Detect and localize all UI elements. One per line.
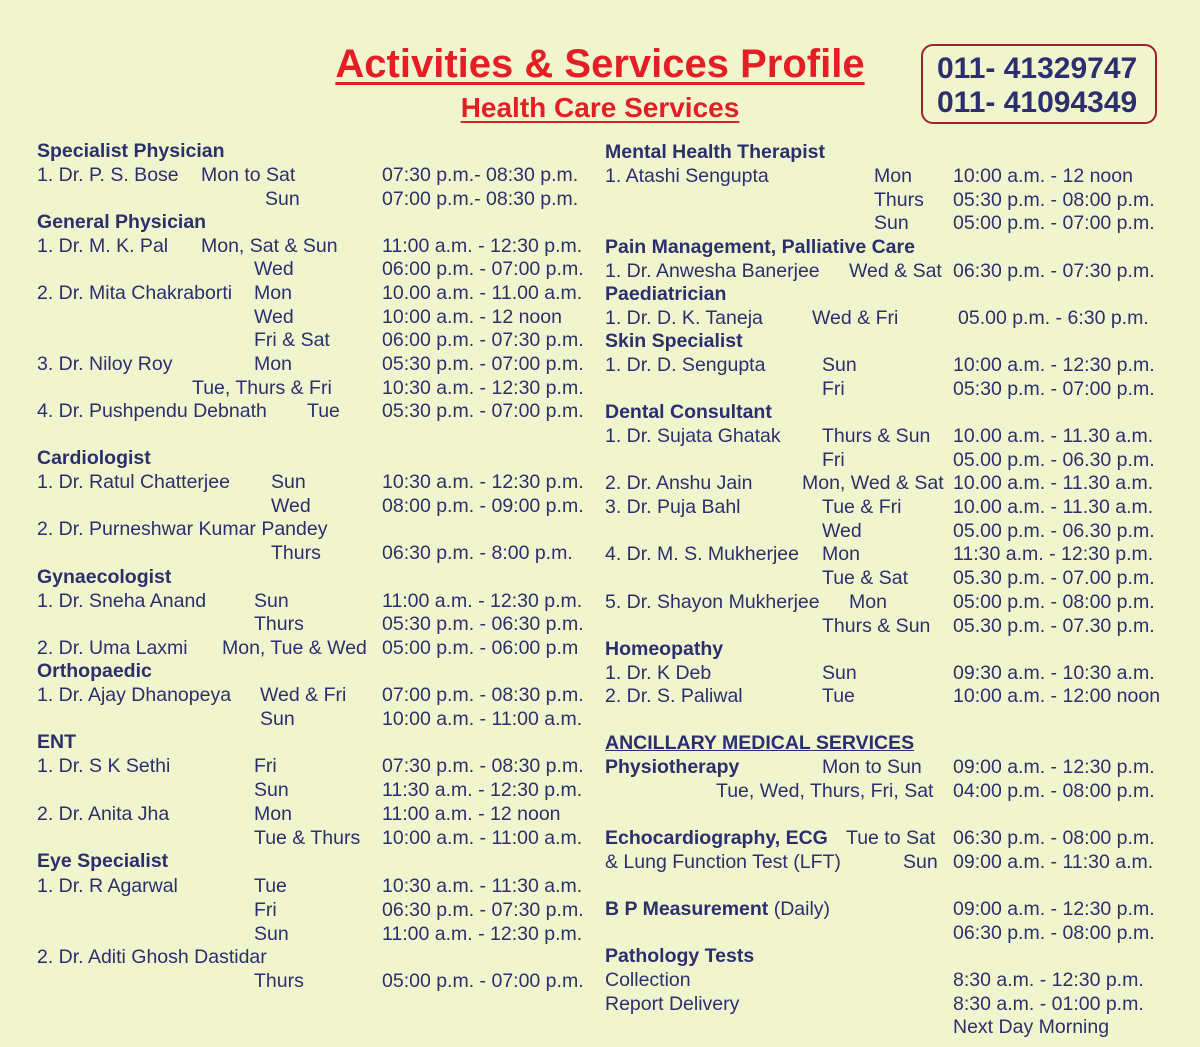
schedule-time: 10:00 a.m. - 11:00 a.m. [382, 708, 583, 730]
schedule-time: 05.30 p.m. - 07.30 p.m. [953, 615, 1155, 637]
schedule-day: Fri [822, 449, 845, 471]
doctor-name: 2. Dr. Uma Laxmi [37, 637, 188, 659]
schedule-time: 10:00 a.m. - 12 noon [953, 165, 1133, 187]
doctor-name: 1. Dr. S K Sethi [37, 755, 171, 777]
schedule-time: 10.00 a.m. - 11.00 a.m. [382, 282, 583, 304]
schedule-time: 10.00 a.m. - 11.30 a.m. [953, 472, 1154, 494]
section-heading: Eye Specialist [37, 850, 169, 872]
schedule-time: 08:00 p.m. - 09:00 p.m. [382, 495, 584, 517]
schedule-time: 07:30 p.m.- 08:30 p.m. [382, 164, 579, 186]
doctor-name: 1. Dr. Anwesha Banerjee [605, 260, 820, 282]
section-heading: General Physician [37, 211, 207, 233]
schedule-day: Tue & Thurs [254, 827, 361, 849]
schedule-time: 09:00 a.m. - 12:30 p.m. [953, 756, 1155, 778]
schedule-time: 06:30 p.m. - 07:30 p.m. [382, 899, 584, 921]
doctor-name: 1. Dr. Sneha Anand [37, 590, 207, 612]
section-heading: Paediatrician [605, 283, 727, 305]
schedule-day: Mon to Sat [201, 164, 296, 186]
schedule-time: 8:30 a.m. - 01:00 p.m. [953, 993, 1144, 1015]
schedule-day: Sun [254, 590, 289, 612]
doctor-name: 1. Dr. Sujata Ghatak [605, 425, 781, 447]
schedule-time: 07:30 p.m. - 08:30 p.m. [382, 755, 584, 777]
schedule-day: Mon [254, 803, 292, 825]
schedule-time: 06:30 p.m. - 08:00 p.m. [953, 922, 1155, 944]
schedule-time: 10:00 a.m. - 12:00 noon [953, 685, 1161, 707]
schedule-day: Tue [254, 875, 287, 897]
schedule-time: 05:30 p.m. - 07:00 p.m. [953, 378, 1155, 400]
doctor-name: 2. Dr. S. Paliwal [605, 685, 743, 707]
schedule-time: 07:00 p.m.- 08:30 p.m. [382, 188, 579, 210]
ancillary-heading: ANCILLARY MEDICAL SERVICES [605, 732, 915, 754]
section-heading: Orthopaedic [37, 660, 152, 682]
schedule-time: 05:30 p.m. - 07:00 p.m. [382, 400, 584, 422]
schedule-day: Thurs & Sun [822, 615, 931, 637]
schedule-time: 06:30 p.m. - 08:00 p.m. [953, 827, 1155, 849]
schedule-day: Sun [822, 662, 857, 684]
section-heading: Gynaecologist [37, 566, 172, 588]
doctor-name: 4. Dr. Pushpendu Debnath [37, 400, 267, 422]
schedule-day: Wed & Fri [260, 684, 347, 706]
schedule-time: 05:30 p.m. - 08:00 p.m. [953, 189, 1155, 211]
schedule-time: 10:00 a.m. - 12 noon [382, 306, 562, 328]
schedule-time: 05:00 p.m. - 07:00 p.m. [953, 212, 1155, 234]
doctor-name: 1. Dr. K Deb [605, 662, 712, 684]
schedule-time: 10:30 a.m. - 11:30 a.m. [382, 875, 583, 897]
schedule-time: 10:30 a.m. - 12:30 p.m. [382, 471, 584, 493]
schedule-day: Sun [271, 471, 306, 493]
schedule-time: 10.00 a.m. - 11.30 a.m. [953, 496, 1154, 518]
schedule-time: 05:30 p.m. - 06:30 p.m. [382, 613, 584, 635]
doctor-name: 4. Dr. M. S. Mukherjee [605, 543, 799, 565]
schedule-day: Mon [254, 282, 292, 304]
schedule-time: 11:00 a.m. - 12 noon [382, 803, 561, 825]
schedule-day: Thurs [874, 189, 924, 211]
page-title: Activities & Services Profile [335, 42, 865, 86]
phone-number-2: 011- 41094349 [937, 86, 1138, 119]
doctor-name: 2. Dr. Mita Chakraborti [37, 282, 233, 304]
schedule-day: Fri [254, 755, 277, 777]
schedule-day: Mon to Sun [822, 756, 922, 778]
doctor-name: 1. Dr. M. K. Pal [37, 235, 169, 257]
schedule-time: 06:30 p.m. - 07:30 p.m. [953, 260, 1155, 282]
service-label: Echocardiography, ECG [605, 827, 828, 849]
doctor-name: 3. Dr. Niloy Roy [37, 353, 173, 375]
schedule-time: 09:00 a.m. - 11:30 a.m. [953, 851, 1154, 873]
schedule-day: Tue [822, 685, 855, 707]
schedule-day: Tue to Sat [846, 827, 936, 849]
schedule-day: Wed [271, 495, 311, 517]
schedule-day: Thurs & Sun [822, 425, 931, 447]
doctor-name: 2. Dr. Purneshwar Kumar Pandey [37, 518, 328, 540]
schedule-day: Tue, Thurs & Fri [192, 377, 332, 399]
service-label: Physiotherapy [605, 756, 740, 778]
schedule-day: Tue & Fri [822, 496, 902, 518]
schedule-time: 05.00 p.m. - 06.30 p.m. [953, 449, 1155, 471]
schedule-time: 07:00 p.m. - 08:30 p.m. [382, 684, 584, 706]
schedule-day: Tue & Sat [822, 567, 908, 589]
doctor-name: 2. Dr. Anita Jha [37, 803, 170, 825]
schedule-day: Fri & Sat [254, 329, 330, 351]
schedule-day: Wed & Sat [849, 260, 942, 282]
section-heading: Dental Consultant [605, 401, 772, 423]
bp-label: B P Measurement [605, 898, 769, 920]
schedule-time: 10:00 a.m. - 11:00 a.m. [382, 827, 583, 849]
service-label [605, 900, 830, 920]
schedule-day: Mon, Sat & Sun [201, 235, 338, 257]
schedule-time: 05:30 p.m. - 07:00 p.m. [382, 353, 584, 375]
schedule-day: Tue, Wed, Thurs, Fri, Sat [716, 780, 934, 802]
service-label: & Lung Function Test (LFT) [605, 851, 841, 873]
schedule-day: Sun [874, 212, 909, 234]
doctor-name: 1. Dr. D. Sengupta [605, 354, 766, 376]
schedule-time: 11:30 a.m. - 12:30 p.m. [953, 543, 1154, 565]
section-heading: Mental Health Therapist [605, 141, 825, 163]
schedule-time: 05:00 p.m. - 07:00 p.m. [382, 970, 584, 992]
section-heading: Homeopathy [605, 638, 724, 660]
doctor-name: 3. Dr. Puja Bahl [605, 496, 741, 518]
schedule-day: Tue [307, 400, 340, 422]
schedule-day: Wed [254, 306, 294, 328]
section-heading: Specialist Physician [37, 140, 225, 162]
service-label: Collection [605, 969, 691, 991]
schedule-time: 06:00 p.m. - 07:30 p.m. [382, 329, 584, 351]
schedule-time: 11:30 a.m. - 12:30 p.m. [382, 779, 583, 801]
schedule-day: Sun [822, 354, 857, 376]
schedule-time: 11:00 a.m. - 12:30 p.m. [382, 923, 583, 945]
schedule-day: Sun [254, 779, 289, 801]
schedule-time: 09:00 a.m. - 12:30 p.m. [953, 898, 1155, 920]
bp-note: (Daily) [773, 898, 831, 920]
section-heading: Skin Specialist [605, 330, 743, 352]
schedule-day: Mon [254, 353, 292, 375]
doctor-name: 1. Dr. R Agarwal [37, 875, 178, 897]
schedule-day: Thurs [254, 970, 304, 992]
schedule-time: 04:00 p.m. - 08:00 p.m. [953, 780, 1155, 802]
schedule-time: 10.00 a.m. - 11.30 a.m. [953, 425, 1154, 447]
doctor-name: 1. Dr. Ajay Dhanopeya [37, 684, 232, 706]
schedule-time: 06:00 p.m. - 07:00 p.m. [382, 258, 584, 280]
service-label: Report Delivery [605, 993, 740, 1015]
schedule-day: Sun [260, 708, 295, 730]
schedule-time: 11:00 a.m. - 12:30 p.m. [382, 590, 583, 612]
schedule-time: 8:30 a.m. - 12:30 p.m. [953, 969, 1144, 991]
doctor-name: 5. Dr. Shayon Mukherjee [605, 591, 820, 613]
schedule-day: Sun [254, 923, 289, 945]
schedule-time: 05.00 p.m. - 6:30 p.m. [958, 307, 1149, 329]
doctor-name: 1. Dr. D. K. Taneja [605, 307, 763, 329]
doctor-name: 2. Dr. Anshu Jain [605, 472, 753, 494]
schedule-time: 11:00 a.m. - 12:30 p.m. [382, 235, 583, 257]
schedule-day: Thurs [254, 613, 304, 635]
schedule-day: Wed [254, 258, 294, 280]
schedule-day: Thurs [271, 542, 321, 564]
section-heading: Cardiologist [37, 447, 151, 469]
section-heading: ENT [37, 731, 76, 753]
page-subtitle: Health Care Services [460, 92, 740, 123]
doctor-name: 2. Dr. Aditi Ghosh Dastidar [37, 946, 267, 968]
schedule-day: Sun [903, 851, 938, 873]
schedule-time: 09:30 a.m. - 10:30 a.m. [953, 662, 1155, 684]
schedule-time: 05:00 p.m. - 06:00 p.m [382, 637, 579, 659]
section-heading: Pathology Tests [605, 945, 755, 967]
schedule-day: Sun [265, 188, 300, 210]
schedule-day: Mon, Wed & Sat [802, 472, 944, 494]
schedule-time: 06:30 p.m. - 8:00 p.m. [382, 542, 573, 564]
schedule-day: Mon [849, 591, 887, 613]
schedule-day: Wed [822, 520, 862, 542]
schedule-day: Mon [874, 165, 912, 187]
schedule-time: 10:30 a.m. - 12:30 p.m. [382, 377, 584, 399]
doctor-name: 1. Dr. Ratul Chatterjee [37, 471, 230, 493]
schedule-time: 05.30 p.m. - 07.00 p.m. [953, 567, 1155, 589]
schedule-day: Fri [822, 378, 845, 400]
schedule-day: Mon [822, 543, 860, 565]
schedule-time: 05.00 p.m. - 06.30 p.m. [953, 520, 1155, 542]
schedule-time: 05:00 p.m. - 08:00 p.m. [953, 591, 1155, 613]
doctor-name: 1. Dr. P. S. Bose [37, 164, 179, 186]
section-heading: Pain Management, Palliative Care [605, 236, 915, 258]
schedule-day: Wed & Fri [812, 307, 899, 329]
schedule-day: Mon, Tue & Wed [222, 637, 367, 659]
schedule-time: Next Day Morning [953, 1016, 1110, 1038]
schedule-time: 10:00 a.m. - 12:30 p.m. [953, 354, 1155, 376]
doctor-name: 1. Atashi Sengupta [605, 165, 769, 187]
phone-number-1: 011- 41329747 [937, 52, 1138, 85]
schedule-day: Fri [254, 899, 277, 921]
